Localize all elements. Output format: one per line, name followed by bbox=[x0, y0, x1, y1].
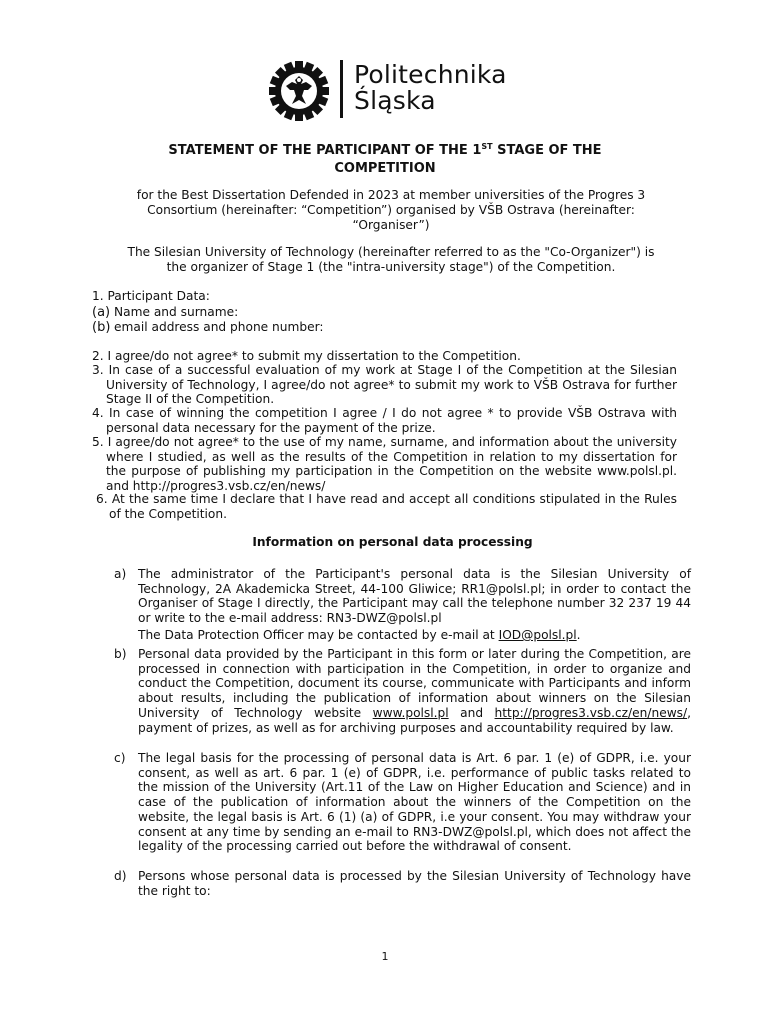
info-c-label: c) bbox=[114, 751, 126, 765]
co-organizer-paragraph bbox=[95, 245, 687, 275]
info-d-text: Persons whose personal data is processed by the Silesian University of Technology have the right to: bbox=[138, 869, 691, 898]
info-item-a bbox=[114, 567, 691, 627]
logo-divider bbox=[340, 60, 343, 118]
declaration-point-4: 4. In case of winning the competition I agree / I do not agree * to provide VŠB Ostrava with personal data necessary for the payment of the prize. bbox=[92, 406, 677, 435]
participant-heading: 1. Participant Data: bbox=[92, 289, 210, 303]
intro-line-2: Consortium (hereinafter: “Competition”) organised by VŠB Ostrava (hereinafter: bbox=[147, 203, 635, 217]
coorg-line-1: The Silesian University of Technology (hereinafter referred to as the "Co-Organizer") is bbox=[127, 245, 655, 259]
info-item-b bbox=[114, 647, 691, 751]
polsl-link[interactable]: www.polsl.pl bbox=[372, 705, 449, 720]
info-item-c bbox=[114, 751, 691, 869]
declaration-point-2: 2. I agree/do not agree* to submit my dissertation to the Competition. bbox=[92, 349, 521, 363]
title-sup: ST bbox=[481, 142, 493, 151]
participant-contact-label: email address and phone number: bbox=[114, 320, 324, 334]
participant-name-label: Name and surname: bbox=[114, 304, 239, 319]
intro-line-1: for the Best Dissertation Defended in 2023 at member universities of the Progres 3 bbox=[136, 188, 646, 202]
logo-text bbox=[354, 62, 507, 114]
dpo-email-link[interactable]: IOD@polsl.pl bbox=[498, 628, 577, 642]
title-pre: STATEMENT OF THE PARTICIPANT OF THE 1 bbox=[168, 143, 482, 158]
info-a-text: The administrator of the Participant's personal data is the Silesian University of Technology, 2A Akademicka Street, 44-100 Gliwice; RR1@polsl.pl; in order to contact the Organiser of Stage I directly, the Participant may call the telephone number 32 237 19 44 or write to the e-mail address: RN3-DWZ@polsl.pl bbox=[138, 567, 691, 626]
info-d-label: d) bbox=[114, 869, 127, 883]
dpo-text: The Data Protection Officer may be contacted by e-mail at bbox=[138, 628, 499, 642]
logo-line-1: Politechnika bbox=[354, 60, 507, 89]
info-b-label: b) bbox=[114, 647, 127, 661]
info-b-text: Personal data provided by the Participant in this form or later during the Competition, are processed in connection with participation in the Competition, in order to organize and conduct the Competition, document its course, communicate with Participants and inform about results, including the publication of information about winners on the Silesian University of Technology website www.polsl.pl and http://progres3.vsb.cz/en/news/, payment of prizes, as well as for archiving purposes and accountability required by law. bbox=[138, 647, 691, 735]
page-number: 1 bbox=[381, 950, 389, 963]
title-line-2: COMPETITION bbox=[334, 161, 436, 176]
coorg-line-2: the organizer of Stage 1 (the "intra-university stage") of the Competition. bbox=[166, 260, 616, 274]
info-a-label: a) bbox=[114, 567, 127, 581]
info-item-d bbox=[114, 869, 691, 899]
document-title bbox=[100, 138, 670, 178]
section-heading: Information on personal data processing bbox=[252, 535, 533, 549]
gear-eagle-emblem-icon bbox=[268, 60, 330, 122]
participant-b-label: (b) bbox=[92, 320, 111, 335]
declaration-point-5: 5. I agree/do not agree* to the use of my name, surname, and information about the university where I studied, as well as the results of the Competition in relation to my dissertation for the purpose of publishing my participation in the Competition on the website www.polsl.pl. and http://progres3.vsb.cz/en/news/ bbox=[92, 435, 677, 493]
university-logo bbox=[268, 58, 528, 122]
progres3-link[interactable]: http://progres3.vsb.cz/en/news/ bbox=[494, 705, 688, 720]
declaration-point-3: 3. In case of a successful evaluation of my work at Stage I of the Competition at the Silesian University of Technology, I agree/do not agree* to submit my work to VŠB Ostrava for further Stage II of the Competition. bbox=[92, 363, 677, 407]
info-c-text: The legal basis for the processing of personal data is Art. 6 par. 1 (e) of GDPR, i.e. your consent, as well as art. 6 par. 1 (e) of GDPR, i.e. performance of public tasks related to the mission of the University (Art.11 of the Law on Higher Education and Science) and in case of the publication of information about the winners of the Competition on the website, the legal basis is Art. 6 (1) (a) of GDPR, i.e your consent. You may withdraw your consent at any time by sending an e-mail to RN3-DWZ@polsl.pl, which does not affect the legality of the processing carried out before the withdrawal of consent. bbox=[138, 751, 691, 854]
declaration-point-6: 6. At the same time I declare that I have read and accept all conditions stipulated in the Rules of the Competition. bbox=[96, 492, 677, 521]
intro-paragraph bbox=[95, 188, 687, 233]
logo-line-2: Śląska bbox=[354, 86, 436, 115]
document-page: Politechnika Śląska STATEMENT OF THE PARTICIPANT OF THE 1ST STAGE OF THE COMPETITION for the Best Dissertation Defended in 2023 at member universities of the Progres 3 Consortium (hereinafter: “Competition”) organised by VŠB Ostrava (hereinafter: “Organiser”) The Silesian University of Technology (hereinafter referred to as the "Co-Organizer") is the organizer of Stage 1 (the "intra-university stage") of the Competition. 1. Participant Data: (a) Name and surname: (b) email address and phone number: 2. I agree/do not agree* to submit my dissertation to the Competition. 3. In case of a successful evaluation of my work at Stage I of the Competition at the Silesian University of Technology, I agree/do not agree* to submit my work to VŠB Ostrava for further Stage II of the Competition. 4. In case of winning the competition I agree / I do not agree * to provide VŠB Ostrava with personal data necessary for the payment of the prize. 5. I agree/do not agree* to the use of my name, surname, and information about the university where I studied, as well as the results of the Competition in relation to my dissertation for the purpose of publishing my participation in the Competition on the website www.polsl.pl. and http://progres3.vsb.cz/en/news/ 6. At the same time I declare that I have read and accept all conditions stipulated in the Rules of the Competition. Information on personal data processing a) The administrator of the Participant's personal data is the Silesian University of Technology, 2A Akademicka Street, 44-100 Gliwice; RR1@polsl.pl; in order to contact the Organiser of Stage I directly, the Participant may call the telephone number 32 237 19 44 or write to the e-mail address: RN3-DWZ@polsl.pl The Data Protection Officer may be contacted by e-mail at IOD@polsl.pl. b) Personal data provided by the Participant in this form or later during the Competition, are processed in connection with participation in the Competition, in order to organize and conduct the Competition, document its course, communicate with Participants and inform about results, including the publication of information about winners on the Silesian University of Technology website www.polsl.pl and http://progres3.vsb.cz/en/news/, payment of prizes, as well as for archiving purposes and accountability required by law. c) The legal basis for the processing of personal data is Art. 6 par. 1 (e) of GDPR, i.e. your consent, as well as art. 6 par. 1 (e) of GDPR, i.e. performance of public tasks related to the mission of the University (Art.11 of the Law on Higher Education and Science) and in case of the publication of information about the winners of the Competition on the website, the legal basis is Art. 6 (1) (a) of GDPR, i.e your consent. You may withdraw your consent at any time by sending an e-mail to RN3-DWZ@polsl.pl, which does not affect the legality of the processing carried out before the withdrawal of consent. d) Persons whose personal data is processed by the Silesian University of Technology have the right to: 1 bbox=[92, 60, 691, 963]
intro-line-3: “Organiser”) bbox=[352, 218, 430, 232]
title-post: STAGE OF THE bbox=[492, 143, 602, 158]
participant-data-section bbox=[92, 289, 392, 336]
participant-a-label: (a) bbox=[92, 304, 111, 320]
